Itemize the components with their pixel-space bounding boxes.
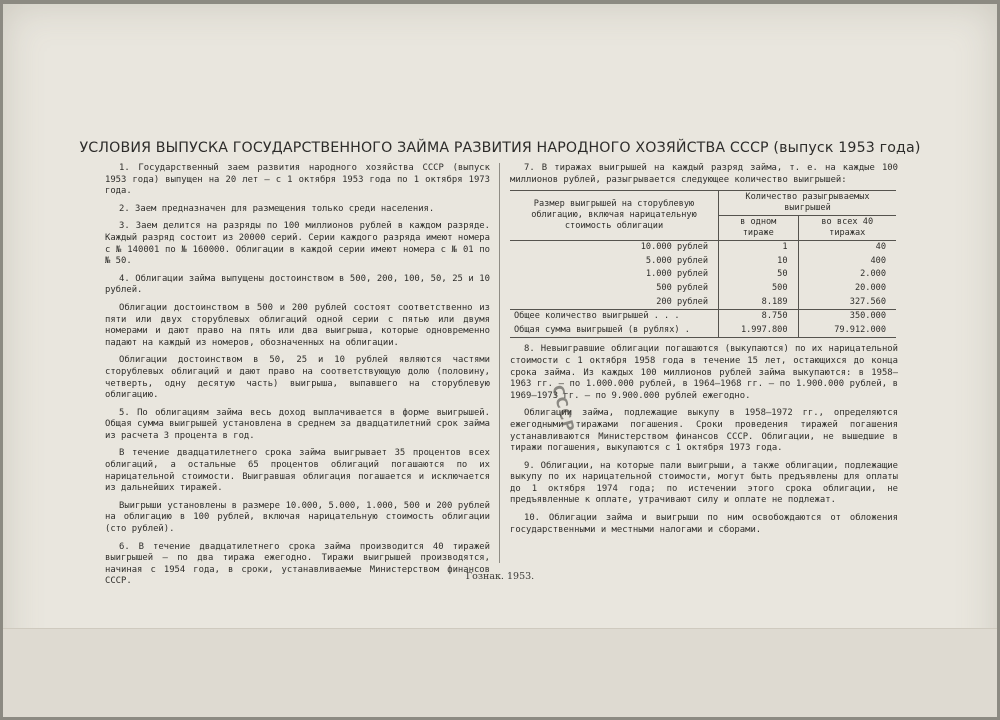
clause-4-para-2: Облигации достоинством в 500 и 200 рублей состоят соответственно из пяти или двух сторублевых облигаций одной серии с пятью или двумя номерами и дают право на пять или два выигрыша, которые одновременно падают на каждый из номеров, обозначенных на облигации.	[105, 302, 490, 348]
prize-size-cell: 10.000 рублей	[510, 241, 719, 255]
bottom-margin-band	[3, 628, 997, 717]
prize-count-header: Количество разыгрываемых выигрышей	[719, 191, 897, 216]
left-column	[105, 163, 490, 594]
right-column	[510, 163, 898, 542]
clause-5-para-2: В течение двадцатилетнего срока займа выигрывает 35 процентов всех облигаций, а остальные 65 процентов облигаций погашаются по их нарицательной стоимости. Выигравшая облигация погашается и исключается из дальнейших тиражей.	[105, 448, 490, 494]
per-draw-cell: 1	[719, 241, 799, 255]
total-count-per-draw: 8.750	[719, 310, 799, 324]
prize-size-cell: 200 рублей	[656, 296, 708, 307]
per-draw-cell: 8.189	[719, 296, 799, 310]
prize-table	[510, 190, 896, 338]
total-sum-per-draw: 1.997.800	[719, 324, 799, 338]
all-draws-cell: 2.000	[798, 268, 896, 282]
clause-2: 2. Заем предназначен для размещения только среди населения.	[119, 203, 435, 214]
all-draws-cell: 20.000	[798, 282, 896, 296]
total-count-label: Общее количество выигрышей . . .	[510, 310, 719, 324]
total-count-all-draws: 350.000	[798, 310, 896, 324]
all-draws-cell: 400	[798, 255, 896, 269]
per-draw-header: в одном тираже	[719, 216, 799, 241]
total-sum-label: Общая сумма выигрышей (в рублях) .	[510, 324, 719, 338]
clause-10: 10. Облигации займа и выигрыши по ним освобождаются от обложения государственными и местными налогами и сборами.	[510, 513, 898, 535]
clause-8-para-2: Облигации займа, подлежащие выкупу в 1958—1972 гг., определяются ежегодными тиражами погашения. Сроки проведения тиражей погашения устанавливаются Министерством финансов СССР. Облигации, не вышедшие в тиражи погашения, выкупаются с 1 октября 1973 года.	[510, 408, 898, 454]
clause-1: 1. Государственный заем развития народного хозяйства СССР (выпуск 1953 года) выпущен на 20 лет — с 1 октября 1953 года по 1 октября 1973 года.	[105, 163, 490, 197]
overprint-stamp: СССР	[548, 383, 579, 435]
total-sum-all-draws: 79.912.000	[798, 324, 896, 338]
clause-7: 7. В тиражах выигрышей на каждый разряд займа, т. е. на каждые 100 миллионов рублей, разыгрывается следующее количество выигрышей:	[510, 163, 898, 185]
clause-8: 8. Невыигравшие облигации погашаются (выкупаются) по их нарицательной стоимости с 1 октября 1958 года в течение 15 лет, остающихся до конца срока займа. Из каждых 100 миллионов рублей займа выкупаются: в 1958—1963 гг. — по 1.000.000 рублей, в 1964—1968 гг. — по 1.900.000 рублей, в 1969—1973 гг. — по 9.900.000 рублей ежегодно.	[510, 344, 898, 401]
prize-size-cell: 1.000 рублей	[645, 269, 708, 280]
column-divider	[499, 163, 500, 563]
clause-4: 4. Облигации займа выпущены достоинством в 500, 200, 100, 50, 25 и 10 рублей.	[105, 273, 490, 296]
clause-9: 9. Облигации, на которые пали выигрыши, а также облигации, подлежащие выкупу по их нарицательной стоимости, могут быть предъявлены для оплаты до 1 октября 1974 года; по истечении этого срока облигации, не предъявленные к оплате, утрачивают силу и оплате не подлежат.	[510, 460, 898, 506]
prize-size-cell: 500 рублей	[656, 282, 708, 293]
all-draws-cell: 327.560	[798, 296, 896, 310]
prize-size-cell: 5.000 рублей	[645, 255, 708, 266]
all-draws-header: во всех 40 тиражах	[798, 216, 896, 241]
clause-6: 6. В течение двадцатилетнего срока займа производится 40 тиражей выигрышей — по два тиража ежегодно. Тиражи выигрышей производятся, начиная с 1954 года, в сроки, устанавливаемые Министерством финансов СССР.	[105, 541, 490, 587]
clause-3: 3. Заем делится на разряды по 100 миллионов рублей в каждом разряде. Каждый разряд состоит из 20000 серий. Серии каждого разряда имеют номера с № 140001 по № 160000. Облигации в каждой серии имеют номера с № 01 по № 50.	[105, 221, 490, 267]
clause-5-para-3: Выигрыши установлены в размере 10.000, 5.000, 1.000, 500 и 200 рублей на облигацию в 100 рублей, включая нарицательную стоимость облигации (сто рублей).	[105, 500, 490, 535]
prize-size-header: Размер выигрышей на сторублевую облигацию, включая нарицательную стоимость облигации	[510, 191, 719, 241]
all-draws-cell: 40	[798, 241, 896, 255]
per-draw-cell: 50	[719, 268, 799, 282]
printer-imprint: Гознак. 1953.	[465, 571, 535, 582]
per-draw-cell: 10	[719, 255, 799, 269]
document-title: УСЛОВИЯ ВЫПУСКА ГОСУДАРСТВЕННОГО ЗАЙМА РАЗВИТИЯ НАРОДНОГО ХОЗЯЙСТВА СССР (выпуск 1953 года)	[79, 140, 921, 156]
clause-4-para-3: Облигации достоинством в 50, 25 и 10 рублей являются частями сторублевых облигаций и дают право на соответствующую долю (половину, четверть, одну десятую часть) выигрыша, выпавшего на сторублевую облигацию.	[105, 355, 490, 401]
clause-5: 5. По облигациям займа весь доход выплачивается в форме выигрышей. Общая сумма выигрышей установлена в среднем за двадцатилетний срок займа из расчета 3 процента в год.	[105, 407, 490, 441]
per-draw-cell: 500	[719, 282, 799, 296]
